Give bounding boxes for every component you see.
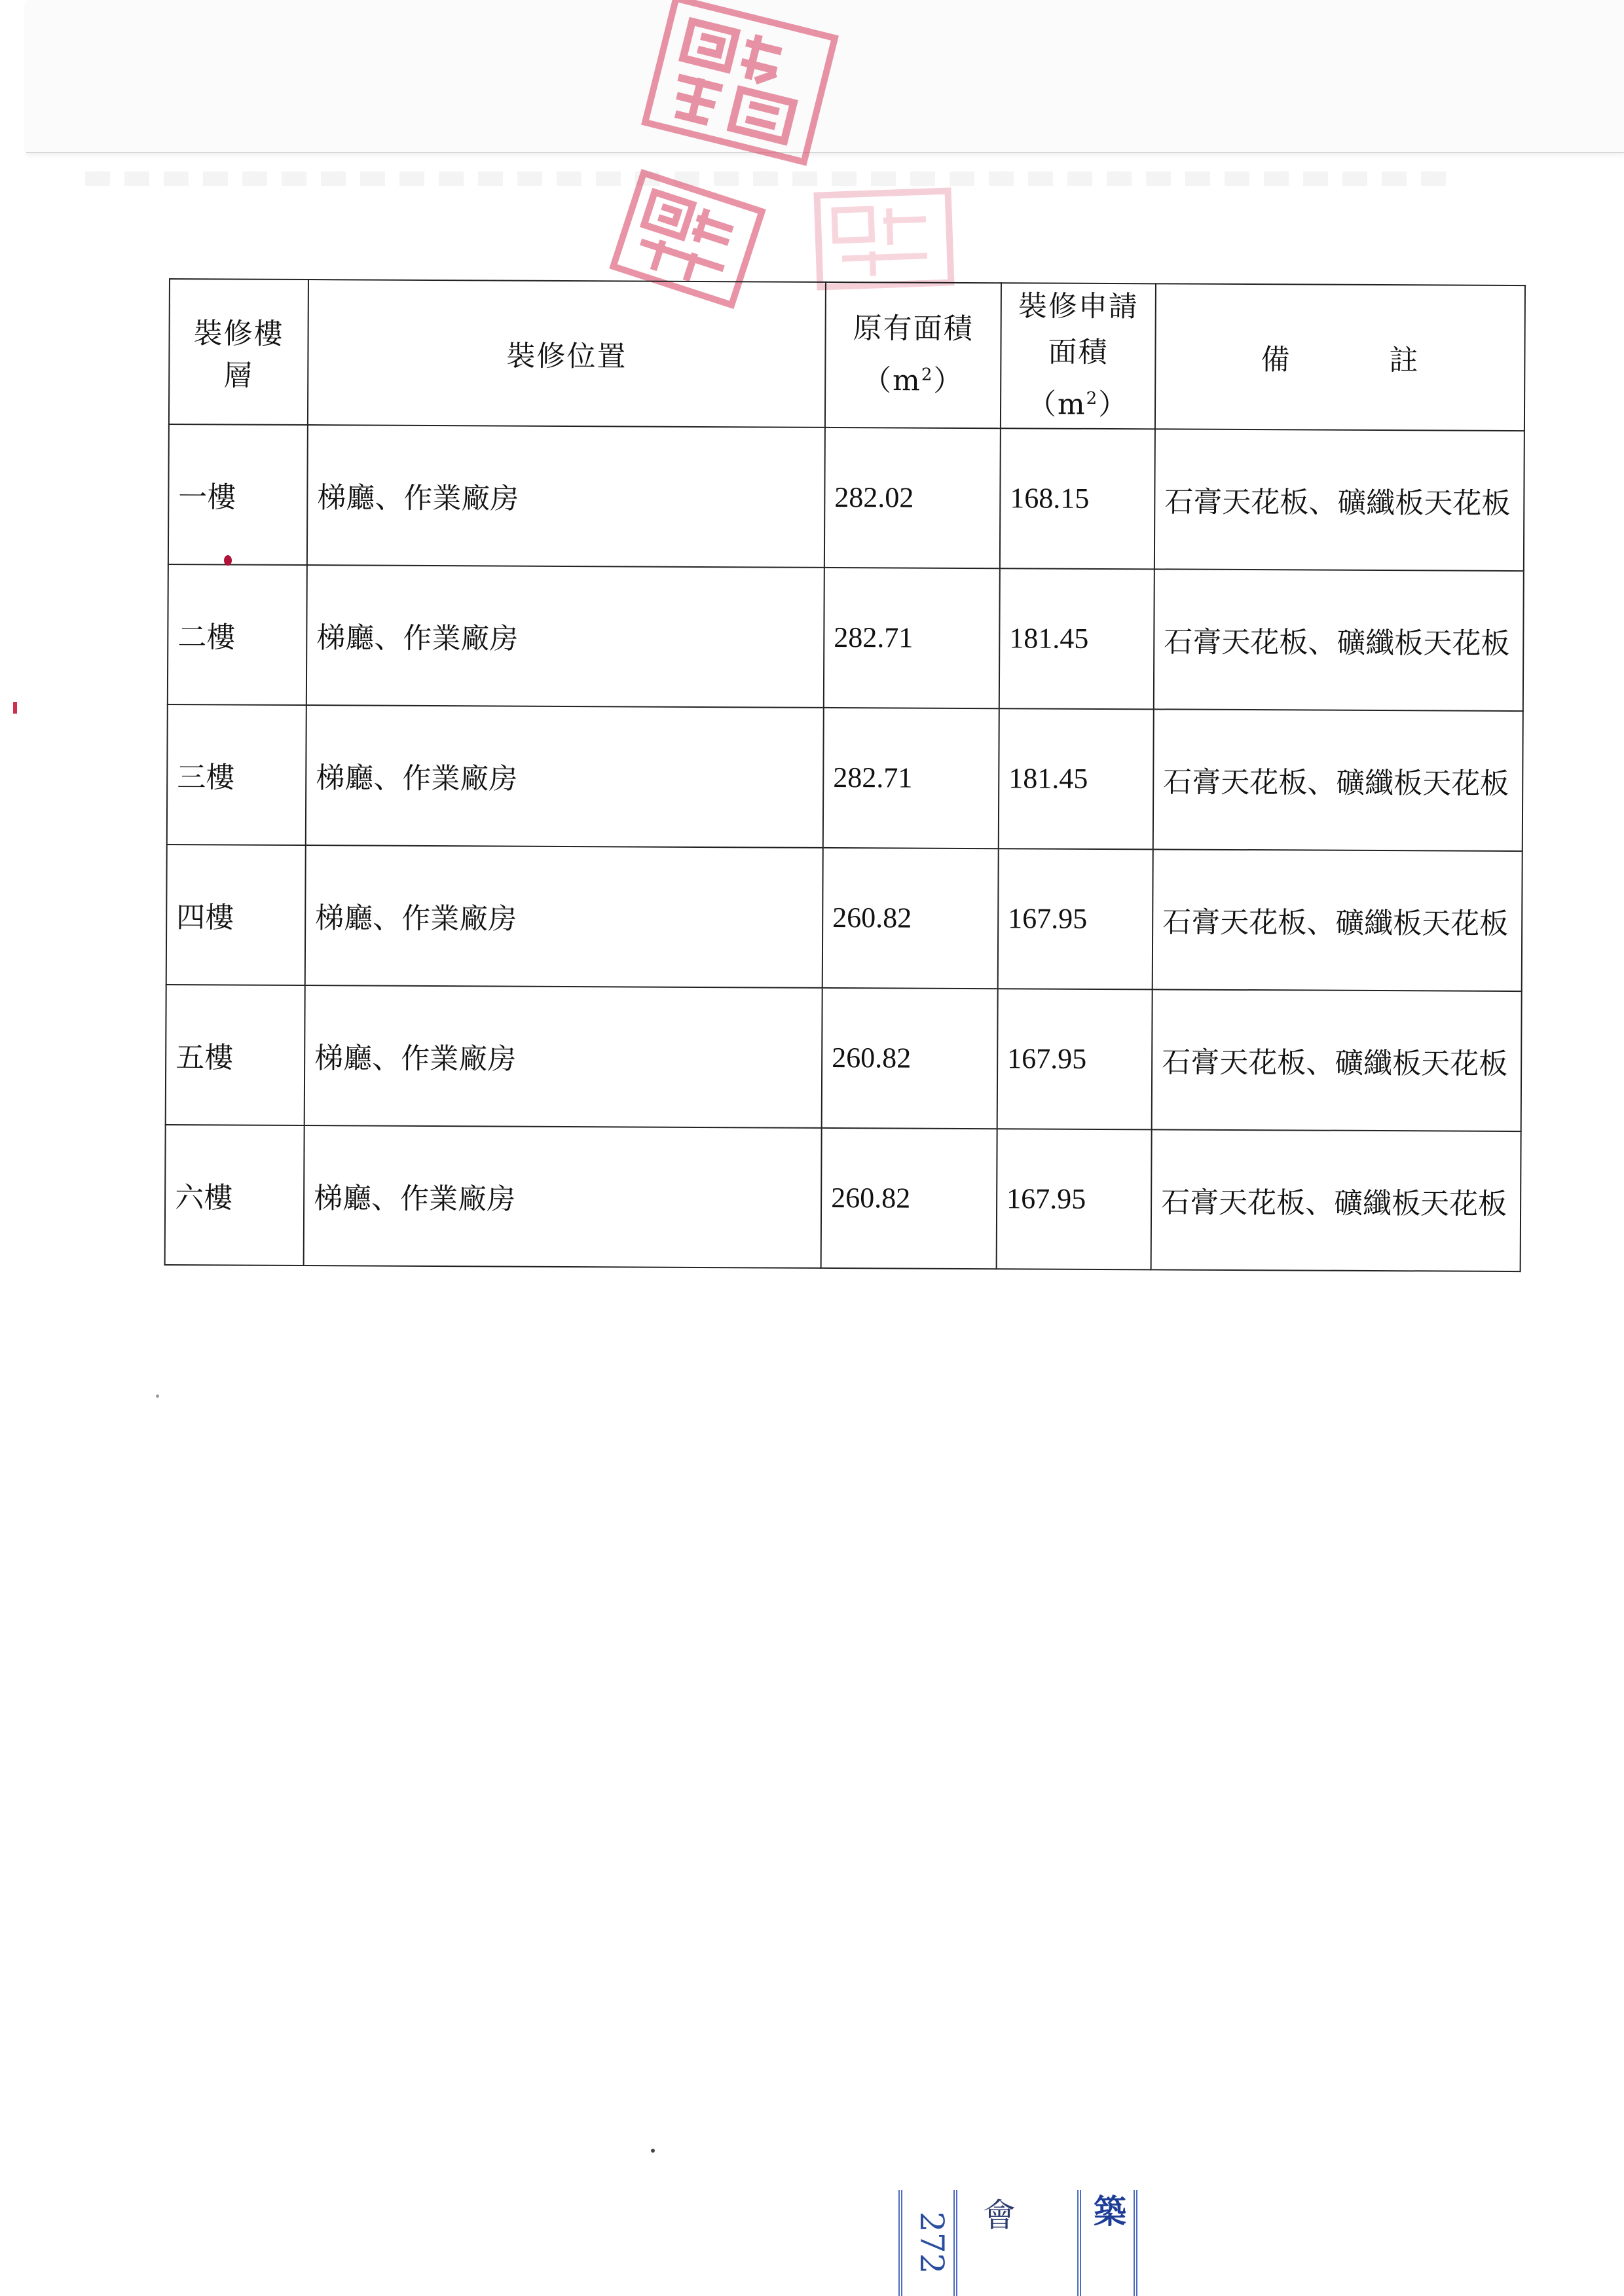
cell-applied-area: 167.95 xyxy=(998,848,1153,989)
cell-note: 石膏天花板、礦纖板天花板 xyxy=(1152,989,1522,1131)
cell-original-area: 282.71 xyxy=(823,708,999,848)
table-row xyxy=(167,704,1523,851)
cell-floor: 五樓 xyxy=(166,985,305,1125)
cell-applied-area: 167.95 xyxy=(997,989,1153,1129)
table-row xyxy=(165,1125,1521,1271)
cell-floor: 六樓 xyxy=(165,1125,304,1266)
table-header-row xyxy=(169,279,1525,431)
cell-floor: 二樓 xyxy=(168,564,307,705)
cell-applied-area: 168.15 xyxy=(1000,428,1155,569)
table-row xyxy=(166,845,1522,991)
cell-note: 石膏天花板、礦纖板天花板 xyxy=(1153,849,1522,991)
table-row xyxy=(168,424,1524,571)
header-original-area-line1: 原有面積 xyxy=(853,312,974,346)
cell-original-area: 282.71 xyxy=(824,568,1000,708)
header-note: 備 註 xyxy=(1155,283,1525,430)
cell-original-area: 260.82 xyxy=(822,848,999,989)
cell-position: 梯廳、作業廠房 xyxy=(305,845,823,988)
header-floor: 裝修樓層 xyxy=(169,279,308,425)
header-original-area-unit: $(m^2)$ xyxy=(862,363,964,398)
cell-note: 石膏天花板、礦纖板天花板 xyxy=(1154,569,1524,711)
scan-speck xyxy=(651,2149,655,2153)
cell-floor: 四樓 xyxy=(166,845,306,985)
header-applied-area xyxy=(1001,283,1156,429)
cell-position: 梯廳、作業廠房 xyxy=(304,985,822,1128)
header-position: 裝修位置 xyxy=(308,280,826,428)
header-applied-area-line1: 裝修申請 xyxy=(1018,289,1139,324)
cell-note: 石膏天花板、礦纖板天花板 xyxy=(1154,429,1524,571)
scan-speck xyxy=(156,1394,159,1398)
cell-note: 石膏天花板、礦纖板天花板 xyxy=(1151,1129,1521,1271)
stamp-character-left: 會 xyxy=(978,2198,1016,2231)
renovation-area-table xyxy=(164,278,1526,1272)
bleed-through-text xyxy=(85,172,1460,186)
cell-original-area: 282.02 xyxy=(824,428,1001,568)
cell-position: 梯廳、作業廠房 xyxy=(304,1125,822,1268)
table-row xyxy=(168,564,1524,711)
cell-floor: 三樓 xyxy=(167,704,306,845)
stamp-character-right: 築 xyxy=(1077,2190,1137,2296)
ink-spot xyxy=(224,555,232,566)
cell-position: 梯廳、作業廠房 xyxy=(306,705,824,848)
cell-position: 梯廳、作業廠房 xyxy=(307,425,825,568)
table-row xyxy=(166,985,1522,1131)
page-number-stamp: 272 xyxy=(898,2190,957,2296)
header-applied-area-unit: 面積$(m^2)$ xyxy=(1027,335,1129,422)
cell-position: 梯廳、作業廠房 xyxy=(306,565,824,708)
cell-floor: 一樓 xyxy=(168,424,308,565)
cell-applied-area: 181.45 xyxy=(999,708,1154,849)
edge-mark xyxy=(13,702,17,714)
cell-original-area: 260.82 xyxy=(822,988,998,1129)
cell-applied-area: 181.45 xyxy=(999,568,1154,709)
cell-applied-area: 167.95 xyxy=(997,1129,1152,1269)
renovation-area-table-container xyxy=(164,278,1531,1272)
faint-seal-stamp xyxy=(813,187,954,290)
cell-original-area: 260.82 xyxy=(821,1128,997,1269)
header-original-area xyxy=(825,282,1001,428)
cell-note: 石膏天花板、礦纖板天花板 xyxy=(1153,709,1523,851)
